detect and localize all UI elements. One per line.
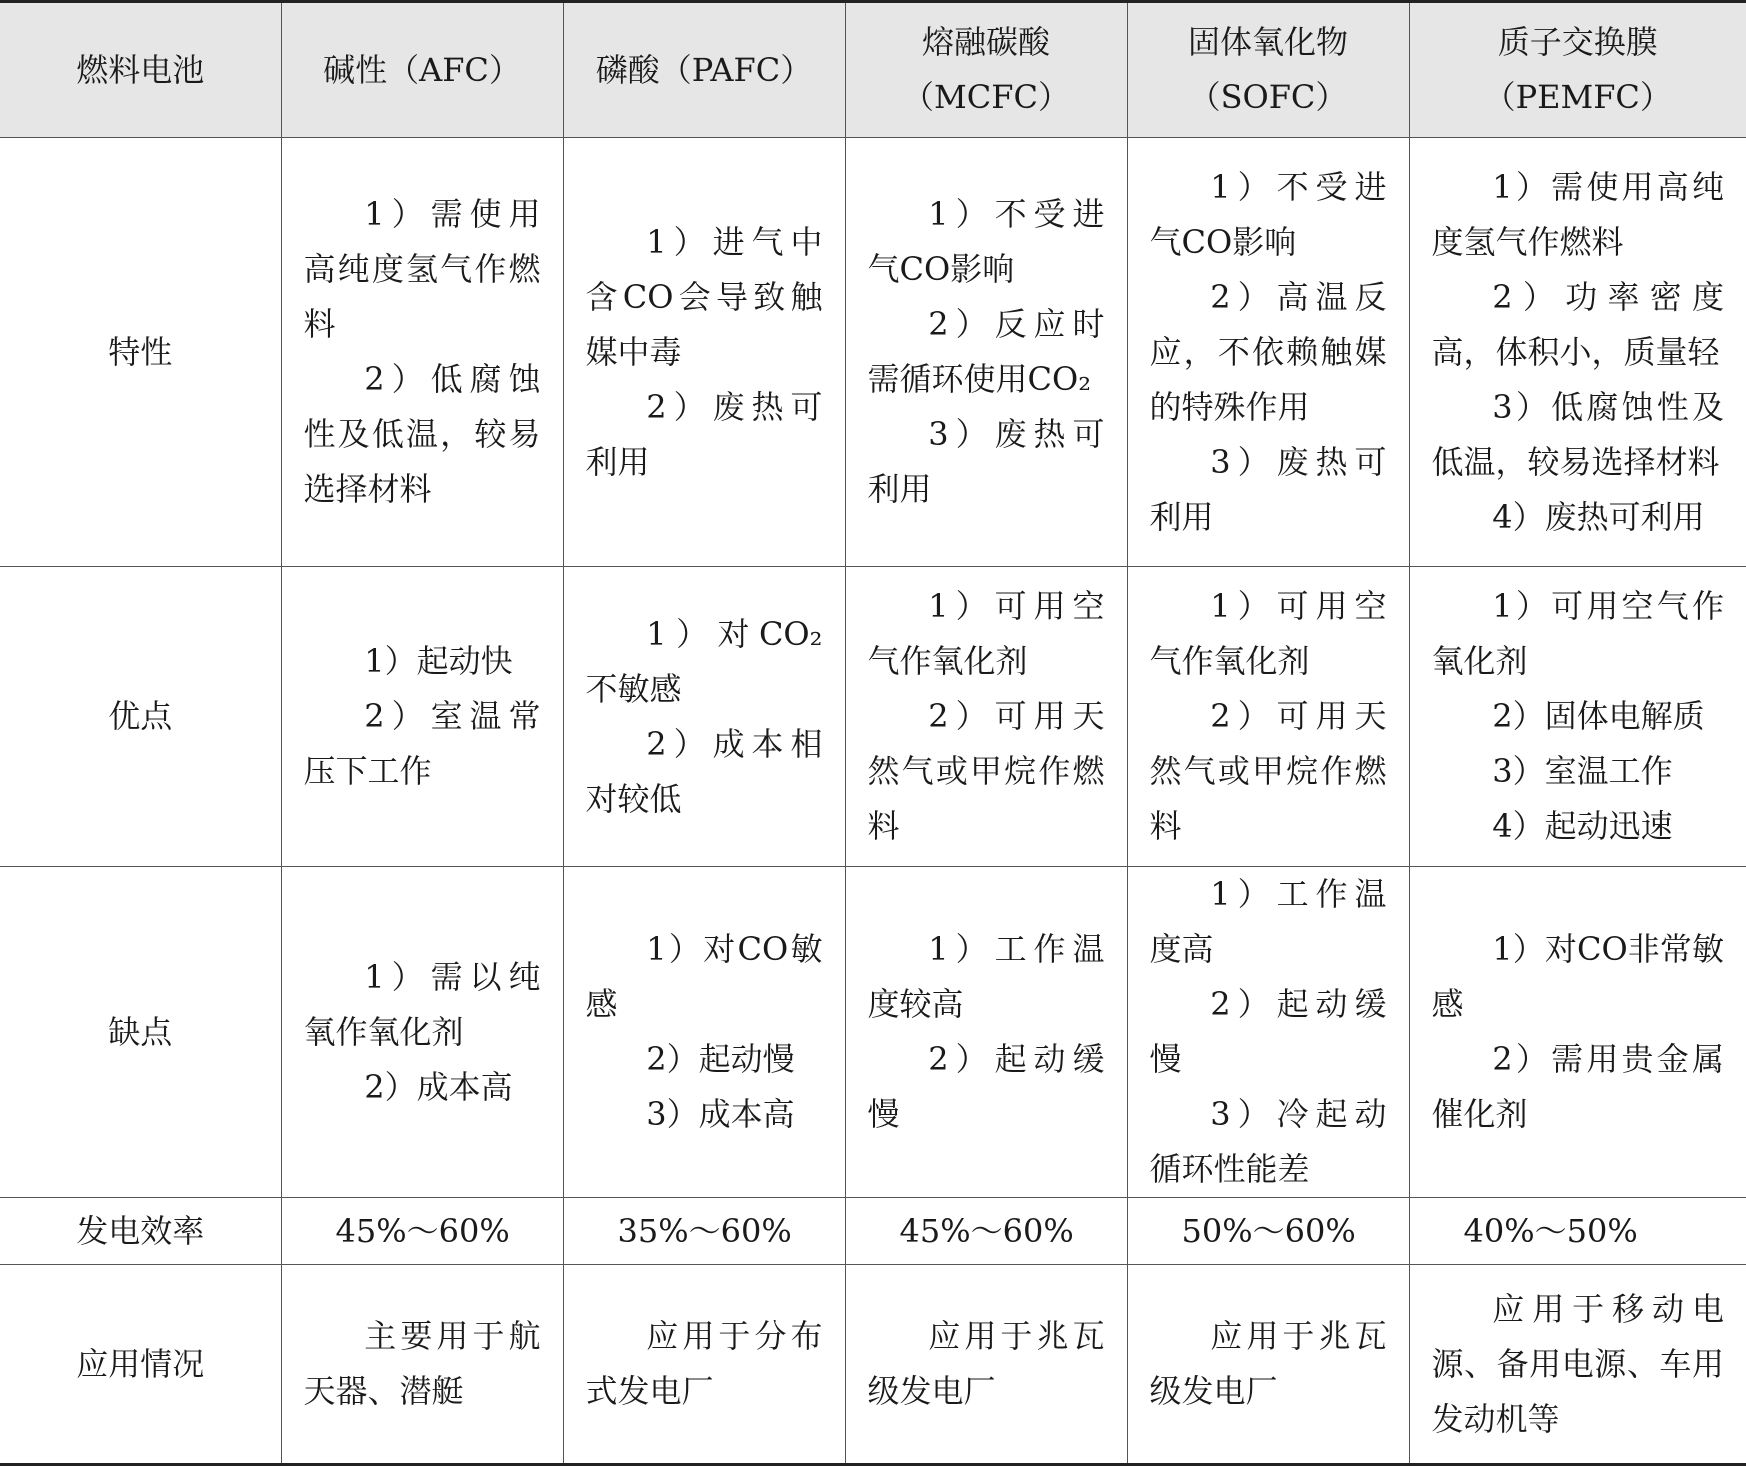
- cell-characteristics-mcfc: [845, 138, 1127, 567]
- cell-efficiency-pemfc: 40%～50%: [1409, 1198, 1746, 1265]
- cell-line: 1）需以纯氧作氧化剂: [303, 957, 541, 1051]
- cell-advantages-pafc: [563, 567, 845, 867]
- cell-line: 1）需使用高纯度氢气作燃料: [303, 195, 541, 343]
- cell-disadvantages-pemfc: [1409, 867, 1746, 1198]
- cell-applications-sofc: [1127, 1265, 1409, 1465]
- cell-line: 应用于兆瓦级发电厂: [867, 1317, 1105, 1410]
- cell-line: 2）低腐蚀性及低温，较易选择材料: [303, 360, 541, 508]
- row-label-efficiency: 发电效率: [0, 1198, 281, 1265]
- cell-characteristics-afc: [281, 138, 563, 567]
- cell-line: 2）成本相对较低: [585, 724, 823, 818]
- cell-line: 2）固体电解质: [1492, 697, 1705, 735]
- cell-line: 1）需使用高纯度氢气作燃料: [1431, 167, 1724, 261]
- header-fuel-cell: 燃料电池: [0, 2, 281, 138]
- cell-line: 1）进气中含CO会导致触媒中毒: [585, 222, 823, 371]
- cell-line: 1）对CO₂不敏感: [585, 614, 823, 708]
- cell-line: 应用于兆瓦级发电厂: [1149, 1317, 1387, 1410]
- cell-line: 3）室温工作: [1492, 752, 1673, 790]
- row-label-applications: 应用情况: [0, 1265, 281, 1465]
- row-advantages: [0, 567, 1746, 867]
- cell-characteristics-pemfc: [1409, 138, 1746, 567]
- cell-disadvantages-pafc: [563, 867, 845, 1198]
- row-label-characteristics: 特性: [0, 138, 281, 567]
- cell-advantages-mcfc: [845, 567, 1127, 867]
- header-row: [0, 2, 1746, 138]
- cell-line: 应用于分布式发电厂: [585, 1317, 823, 1410]
- cell-line: 1）工作温度高: [1149, 875, 1387, 968]
- cell-efficiency-sofc: 50%～60%: [1127, 1198, 1409, 1265]
- cell-line: 1）起动快: [364, 642, 513, 680]
- cell-characteristics-sofc: [1127, 138, 1409, 567]
- cell-line: 主要用于航天器、潜艇: [303, 1317, 541, 1410]
- cell-advantages-sofc: [1127, 567, 1409, 867]
- cell-line: 1）对CO非常敏感: [1431, 930, 1724, 1023]
- cell-line: 1）对CO敏感: [585, 930, 823, 1023]
- cell-efficiency-afc: 45%～60%: [281, 1198, 563, 1265]
- cell-line: 3）冷起动循环性能差: [1149, 1095, 1387, 1188]
- cell-line: 2）功率密度高，体积小，质量轻: [1431, 277, 1724, 371]
- cell-line: 2）可用天然气或甲烷作燃料: [1149, 697, 1387, 845]
- cell-line: 1）可用空气作氧化剂: [1149, 587, 1387, 680]
- cell-characteristics-pafc: [563, 138, 845, 567]
- cell-line: 3）低腐蚀性及低温，较易选择材料: [1431, 387, 1724, 481]
- cell-line: 2）废热可利用: [585, 387, 823, 481]
- cell-line: 2）室温常压下工作: [303, 697, 541, 790]
- cell-disadvantages-afc: [281, 867, 563, 1198]
- cell-line: 4）废热可利用: [1492, 497, 1705, 536]
- header-pemfc: 质子交换膜 （PEMFC）: [1409, 2, 1746, 138]
- cell-line: 2）起动慢: [646, 1040, 795, 1078]
- cell-efficiency-mcfc: 45%～60%: [845, 1198, 1127, 1265]
- header-mcfc: 熔融碳酸 （MCFC）: [845, 2, 1127, 138]
- cell-line: 2）成本高: [364, 1067, 513, 1106]
- cell-line: 2）可用天然气或甲烷作燃料: [867, 697, 1105, 845]
- cell-line: 4）起动迅速: [1492, 807, 1673, 845]
- header-afc: 碱性（AFC）: [281, 2, 563, 138]
- cell-line: 3）成本高: [646, 1095, 795, 1133]
- cell-line: 2）起动缓慢: [867, 1040, 1105, 1133]
- cell-line: 1）可用空气作氧化剂: [1431, 587, 1724, 680]
- cell-line: 3）废热可利用: [1149, 442, 1387, 536]
- row-characteristics: [0, 138, 1746, 567]
- cell-advantages-pemfc: [1409, 567, 1746, 867]
- row-label-disadvantages: 缺点: [0, 867, 281, 1198]
- cell-applications-afc: [281, 1265, 563, 1465]
- cell-applications-mcfc: [845, 1265, 1127, 1465]
- header-pafc: 磷酸（PAFC）: [563, 2, 845, 138]
- cell-applications-pafc: [563, 1265, 845, 1465]
- cell-line: 2）需用贵金属催化剂: [1431, 1040, 1724, 1133]
- cell-line: 3）废热可利用: [867, 415, 1105, 508]
- cell-line: 应用于移动电源、备用电源、车用发动机等: [1431, 1289, 1724, 1438]
- cell-line: 2）高温反应，不依赖触媒的特殊作用: [1149, 277, 1387, 426]
- row-label-advantages: 优点: [0, 567, 281, 867]
- cell-line: 1）工作温度较高: [867, 930, 1105, 1023]
- cell-line: 1）可用空气作氧化剂: [867, 587, 1105, 680]
- cell-line: 2）起动缓慢: [1149, 985, 1387, 1078]
- row-disadvantages: [0, 867, 1746, 1198]
- cell-disadvantages-mcfc: [845, 867, 1127, 1198]
- row-applications: [0, 1265, 1746, 1465]
- cell-line: 2）反应时需循环使用CO₂: [867, 305, 1105, 398]
- row-efficiency: [0, 1198, 1746, 1265]
- cell-advantages-afc: [281, 567, 563, 867]
- cell-disadvantages-sofc: [1127, 867, 1409, 1198]
- cell-line: 1）不受进气CO影响: [867, 195, 1105, 288]
- header-sofc: 固体氧化物 （SOFC）: [1127, 2, 1409, 138]
- cell-line: 1）不受进气CO影响: [1149, 167, 1387, 261]
- cell-efficiency-pafc: 35%～60%: [563, 1198, 845, 1265]
- cell-applications-pemfc: [1409, 1265, 1746, 1465]
